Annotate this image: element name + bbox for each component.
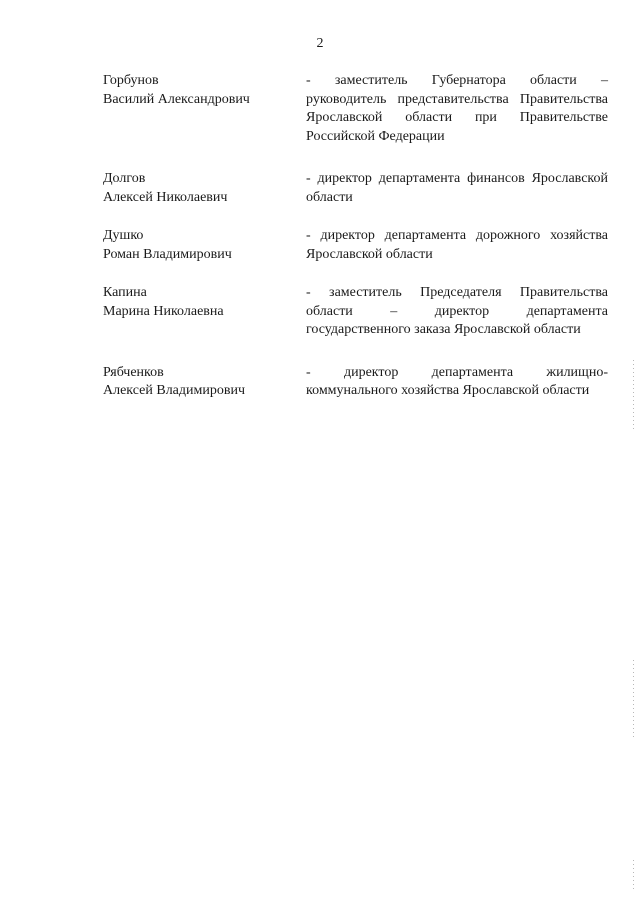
member-given-name: Алексей Николаевич	[103, 189, 228, 205]
member-given-name: Марина Николаевна	[103, 303, 224, 319]
member-given-name: Василий Александрович	[103, 91, 250, 107]
scan-edge-mark	[633, 360, 634, 430]
member-role: - заместитель Председателя Правительства области – директор департамента государственного заказа Ярославской области	[306, 285, 608, 337]
member-list	[103, 72, 608, 421]
member-name	[103, 227, 306, 264]
member-entry-dolgov	[103, 170, 608, 207]
member-name	[103, 72, 306, 146]
member-entry-kapina	[103, 284, 608, 340]
member-name	[103, 284, 306, 340]
member-surname: Рябченков	[103, 364, 164, 380]
scan-edge-mark	[633, 660, 634, 740]
member-surname: Горбунов	[103, 73, 159, 88]
member-role: - заместитель Губернатора области – руководитель представительства Правительства Ярославской области при Правительстве Российской Федерации	[306, 73, 608, 144]
member-given-name: Алексей Владимирович	[103, 383, 246, 398]
member-name	[103, 170, 306, 207]
member-role: - директор департамента жилищно-коммунального хозяйства Ярославской области	[306, 364, 608, 398]
member-entry-gorbunov	[103, 72, 608, 146]
member-surname: Капина	[103, 285, 147, 300]
member-surname: Долгов	[103, 171, 146, 186]
member-role: - директор департамента дорожного хозяйства Ярославской области	[306, 228, 608, 262]
page-number: 2	[316, 36, 324, 51]
member-role: - директор департамента финансов Ярославской области	[306, 171, 608, 205]
member-entry-dushko	[103, 227, 608, 264]
member-name	[103, 364, 306, 401]
member-entry-ryabchenkov	[103, 364, 608, 401]
scan-edge-mark	[633, 860, 634, 890]
member-surname: Душко	[103, 228, 144, 243]
member-given-name: Роман Владимирович	[103, 246, 232, 262]
